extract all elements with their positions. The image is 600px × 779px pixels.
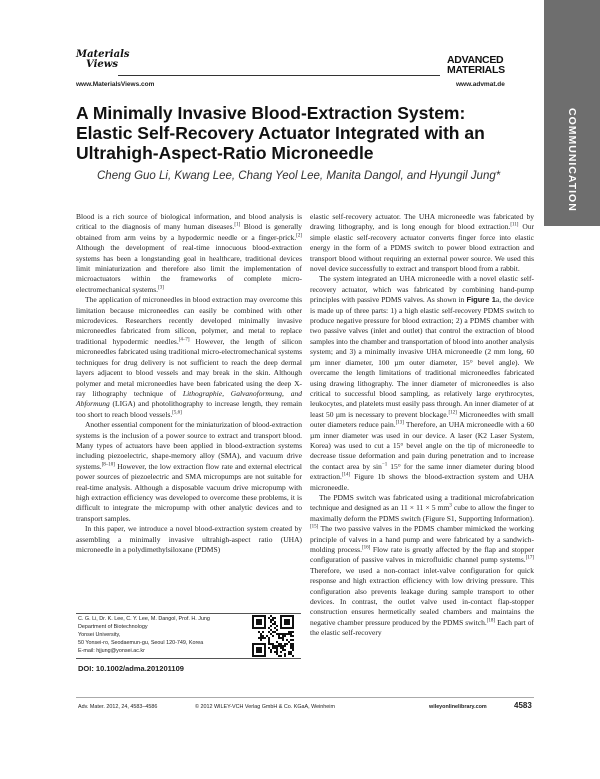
paragraph: Blood is a rich source of biological information, and blood analysis is critical to the diagnosis of many human diseases.[1] Blood is generally obtained from arm veins by a hypodermic needle or a finger-prick.[2] Although the development of real-time innocuous blood-extraction systems has been a longstanding goal in healthcare, traditional devices limit miniaturization and therefore also limit the implementation of microactuators within the frameworks of complete micro-electromechanical systems.[3]	[76, 212, 302, 294]
header-url-left[interactable]: www.MaterialsViews.com	[76, 81, 155, 88]
university: Yonsei University,	[78, 632, 121, 639]
footer-journal: Adv. Mater. 2012, 24, 4583–4586	[78, 704, 158, 710]
paragraph: The application of microneedles in blood extraction may overcome this limitation because microneedles can easily be combined with other microdevices. Researchers recently developed minimally invasive microneedles fabricated from silicon, polymer, and metal to replace traditional hypodermic needles.[4–7] However, the length of silicon microneedles fabricated using traditional micro-electromechanical systems techniques for drug delivery is not sufficient to reach the deep dermal layers adjacent to blood vessels and may break in the skin. Although polymer and metal microneedles have been fabricated using the deep X-ray lithography technique of Lithographie, Galvanoformung, and Abformung (LIGA) and photolithography to increase length, they remain too short to reach blood vessels.[5,6]	[76, 295, 302, 419]
body-column-left	[76, 212, 302, 555]
paragraph: The PDMS switch was fabricated using a traditional microfabrication technique and designed as an 11 × 11 × 5 $mm^3$ cube to allow the finger to maximally deform the PDMS switch (Figure S1, Supporting Information).[15] The two passive valves in the PDMS chamber mimicked the working principle of valves in a hand pump and were fabricated by a sandwich-molding process.[16] Flow rate is greatly affected by the flap and stopper configuration of passive valves in microfluidic channel pump systems.[17] Therefore, we used a non-contact inlet-valve configuration for quick response and high extraction efficiency with low driving pressure. This configuration also prevents leakage during sample transport to other devices. In contrast, the outlet valve used in-contact flap-stopper construction ensures hermetically sealed chambers and maintains the negative chamber pressure produced by the PDMS switch.[18] Each part of the elastic self-recovery	[310, 492, 535, 638]
paragraph: The system integrated an UHA microneedle with a novel elastic self-recovery actuator, which was fabricated by combining hand-pump principles with passive PDMS valves. As shown in Figure 1a, the device is made up of three parts: 1) a high elastic self-recovery PDMS switch to produce negative pressure for blood extraction; 2) a PDMS chamber with two passive valves (inlet and outlet) that control the extraction of blood samples into the chamber and transportation of blood into another analysis system; and 3) a minimally invasive UHA microneedle (2 mm long, 60 µm inner diameter, 100 µm outer diameter, 15° bevel angle). We overcame the length limitations of traditional microneedles fabricated using drawing lithography. The inner diameter of microneedles is also critical to successful blood sampling, as relatively large erythrocytes, leukocytes, and platelets must easily pass through. An inner diameter of at least 50 µm is necessary to prevent blockage.[12] Microneedles with small outer diameters reduce pain.[13] Therefore, an UHA microneedle with a 60 µm inner diameter was used in our device. A laser (K2 Laser System, Korea) was used to cut a 15° bevel angle on the tip of microneedle to decrease tissue deformation and pain during penetration and to increase the contact area by $\sin^{-1} 15^\circ$ for the same inner diameter during blood extraction.[14] Figure 1b shows the blood-extraction system and UHA microneedle.	[310, 274, 534, 492]
footer-rule	[76, 697, 534, 698]
logo-line-2: Views	[86, 59, 118, 70]
logo-line-1: ADVANCED	[447, 54, 504, 66]
page-number: 4583	[514, 701, 532, 710]
logo-line-2: MATERIALS	[447, 64, 505, 76]
footer-copyright: © 2012 WILEY-VCH Verlag GmbH & Co. KGaA, Weinheim	[195, 704, 335, 710]
footer-site[interactable]: wileyonlinelibrary.com	[429, 704, 487, 710]
paragraph: elastic self-recovery actuator. The UHA microneedle was fabricated by drawing lithography, and is long enough for blood extraction.[11] Our simple elastic self-recovery actuator converts finger force into elastic energy in the form of a PDMS switch to power blood extraction and transport blood without requiring an external power source. We used this novel device successfully to extract and transport blood from a rabbit.	[310, 212, 534, 274]
body-column-right	[310, 212, 534, 639]
materials-views-logo	[76, 50, 130, 70]
email[interactable]: E-mail: hjjung@yonsei.ac.kr	[78, 648, 145, 655]
author-names: C. G. Li, Dr. K. Lee, C. Y. Lee, M. Dangol, Prof. H. Jung	[78, 616, 210, 622]
header-rule	[118, 75, 440, 76]
street-address: 50 Yonsei-ro, Seodaemun-gu, Seoul 120-749, Korea	[78, 640, 204, 647]
paragraph: Another essential component for the miniaturization of blood-extraction systems is the inclusion of a power source to extract and transport blood. Many types of actuators have been applied in blood-extraction systems including piezoelectric, shape-memory alloy (SMA), and vacuum drive systems.[8–10] However, the low extraction flow rate and external electrical power sources of piezoelectric and SMA micropumps are not suitable for real-time analysis. Although a disposable vacuum drive micropump with high extraction efficiency was developed to overcome these problems, it is difficult to integrate the micropump with other analytic devices and to transport samples.	[76, 420, 302, 523]
section-label: COMMUNICATION	[566, 108, 578, 212]
affiliation-text	[78, 615, 228, 655]
department: Department of Biotechnology	[78, 624, 148, 631]
paragraph: In this paper, we introduce a novel blood-extraction system created by assembling a minimally invasive ultrahigh-aspect ratio (UHA) microneedle in a polydimethylsiloxane (PDMS)	[76, 524, 302, 554]
header-url-right[interactable]: www.advmat.de	[456, 81, 505, 88]
advanced-materials-logo	[447, 55, 505, 75]
logo-line-1: Materials	[76, 49, 130, 60]
article-title: A Minimally Invasive Blood-Extraction System: Elastic Self-Recovery Actuator Integrated with an Ultrahigh-Aspect-Ratio Microneedle	[76, 103, 485, 163]
qr-code-icon[interactable]	[252, 615, 294, 657]
doi[interactable]: DOI: 10.1002/adma.201201109	[78, 664, 184, 673]
article-authors: Cheng Guo Li, Kwang Lee, Chang Yeol Lee, Manita Dangol, and Hyungil Jung*	[97, 170, 501, 182]
